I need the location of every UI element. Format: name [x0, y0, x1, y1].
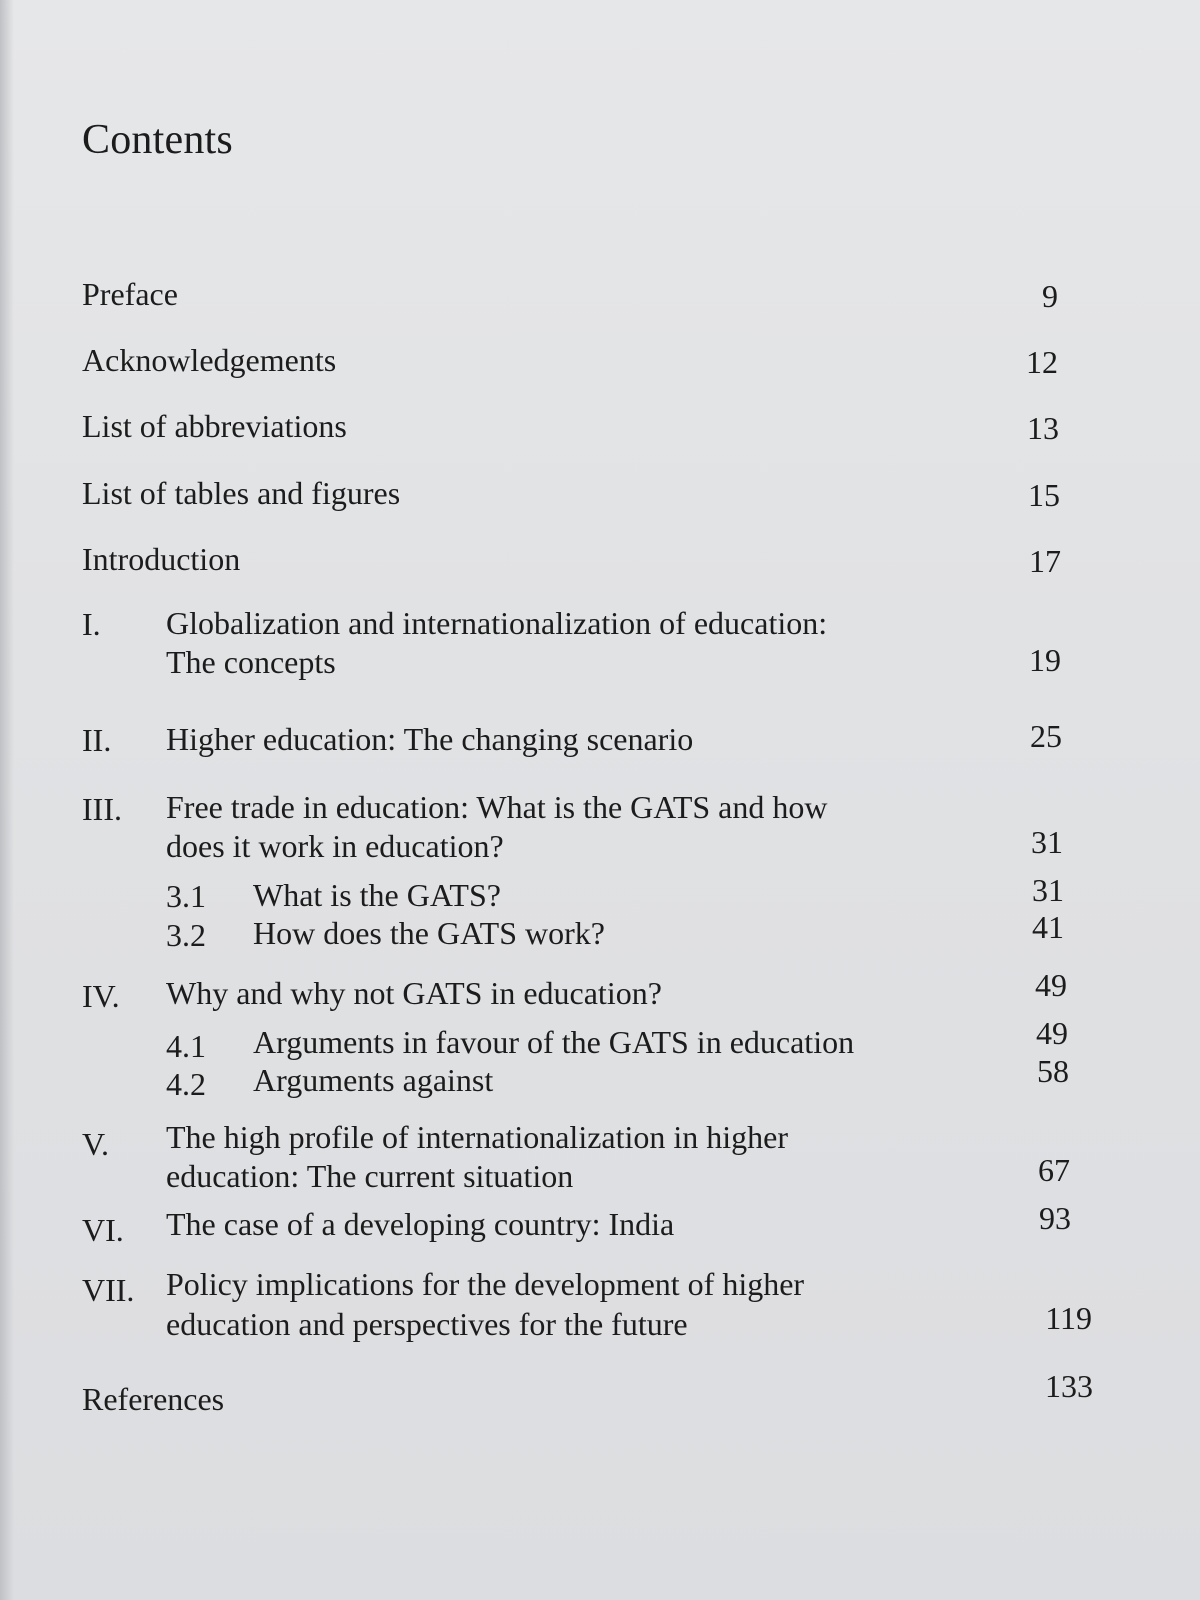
toc-page-tables: 15 — [1028, 477, 1060, 513]
chapter-number-iv: IV. — [82, 978, 120, 1014]
toc-entry-tables: List of tables and figures — [82, 475, 401, 511]
toc-page-chapter-i: 19 — [1029, 642, 1061, 678]
chapter-title-iv: Why and why not GATS in education? — [166, 975, 662, 1011]
toc-page-acknowledgements: 12 — [1026, 344, 1058, 380]
section-number-4-1: 4.1 — [166, 1028, 206, 1064]
toc-page-section-4-1: 49 — [1036, 1015, 1068, 1051]
chapter-title-iii-line2: does it work in education? — [166, 828, 504, 864]
toc-entry-references: References — [82, 1381, 225, 1417]
chapter-title-vi: The case of a developing country: India — [166, 1206, 675, 1242]
toc-entry-acknowledgements: Acknowledgements — [82, 342, 337, 378]
chapter-title-ii: Higher education: The changing scenario — [166, 721, 694, 757]
toc-page-chapter-v: 67 — [1038, 1152, 1070, 1188]
section-number-3-1: 3.1 — [166, 878, 206, 914]
toc-page-references: 133 — [1045, 1368, 1093, 1404]
section-number-3-2: 3.2 — [166, 917, 206, 953]
chapter-title-v-line2: education: The current situation — [166, 1158, 574, 1194]
section-title-3-2: How does the GATS work? — [253, 915, 605, 951]
chapter-title-vii-line2: education and perspectives for the future — [166, 1306, 688, 1342]
toc-page-chapter-iii: 31 — [1031, 824, 1063, 860]
toc-page-abbreviations: 13 — [1027, 410, 1059, 446]
chapter-number-v: V. — [82, 1126, 109, 1162]
page-title: Contents — [82, 117, 233, 163]
toc-entry-abbreviations: List of abbreviations — [82, 408, 347, 444]
chapter-number-i: I. — [82, 606, 101, 642]
chapter-title-i-line1: Globalization and internationalization of education: — [166, 605, 828, 641]
toc-page-section-4-2: 58 — [1037, 1053, 1069, 1089]
chapter-title-v-line1: The high profile of internationalization in higher — [166, 1119, 789, 1155]
chapter-title-vii-line1: Policy implications for the development of higher — [166, 1266, 805, 1302]
chapter-number-vii: VII. — [82, 1272, 135, 1308]
toc-entry-preface: Preface — [82, 276, 178, 312]
section-number-4-2: 4.2 — [166, 1066, 206, 1102]
toc-page-introduction: 17 — [1029, 543, 1061, 579]
chapter-number-ii: II. — [82, 722, 112, 758]
section-title-4-1: Arguments in favour of the GATS in education — [253, 1024, 855, 1060]
toc-page-section-3-2: 41 — [1032, 909, 1064, 945]
chapter-title-i-line2: The concepts — [166, 644, 336, 680]
chapter-number-iii: III. — [82, 791, 122, 827]
chapter-number-vi: VI. — [82, 1212, 124, 1248]
toc-page-chapter-vii: 119 — [1045, 1300, 1092, 1336]
toc-entry-introduction: Introduction — [82, 541, 241, 577]
section-title-4-2: Arguments against — [253, 1062, 494, 1098]
toc-page-chapter-vi: 93 — [1039, 1200, 1071, 1236]
toc-page-chapter-ii: 25 — [1030, 718, 1062, 754]
toc-page-section-3-1: 31 — [1032, 872, 1064, 908]
toc-page-chapter-iv: 49 — [1035, 967, 1067, 1003]
chapter-title-iii-line1: Free trade in education: What is the GATS and how — [166, 789, 828, 825]
section-title-3-1: What is the GATS? — [253, 877, 501, 913]
toc-page-preface: 9 — [1042, 278, 1058, 314]
